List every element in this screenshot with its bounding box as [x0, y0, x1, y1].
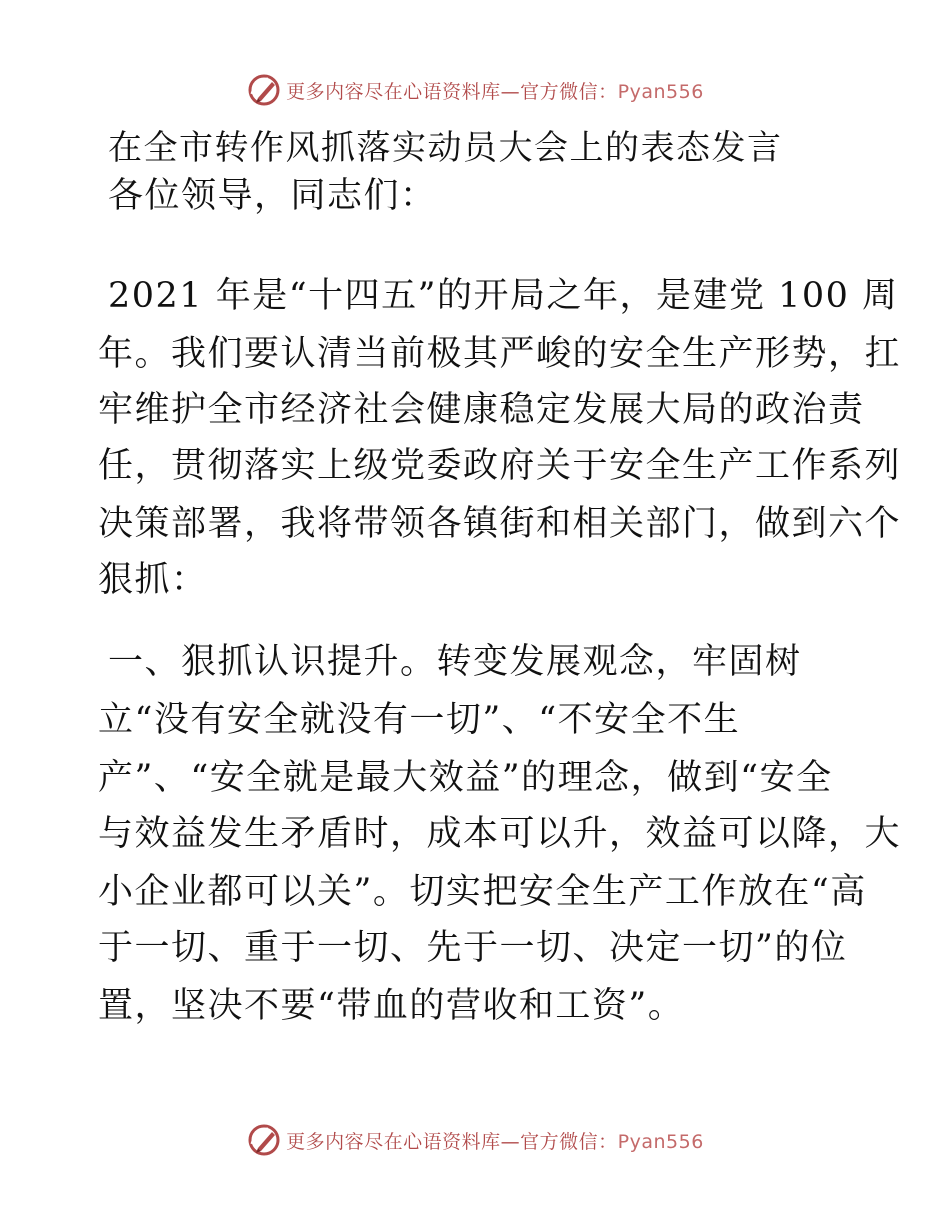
salutation: 各位领导，同志们：: [108, 176, 437, 216]
paragraph-line: 2021 年是“十四五”的开局之年，是建党 100 周: [108, 276, 899, 316]
watermark-text: [286, 77, 704, 104]
watermark-text: [286, 1127, 704, 1154]
paragraph-line: 任，贯彻落实上级党委政府关于安全生产工作系列: [98, 446, 902, 486]
paragraph-line: 一、狠抓认识提升。转变发展观念，牢固树: [108, 642, 802, 682]
paragraph-line: 小企业都可以关”。切实把安全生产工作放在“高: [98, 872, 867, 912]
document-title: 在全市转作风抓落实动员大会上的表态发言: [108, 128, 783, 168]
paragraph-line: 决策部署，我将带领各镇街和相关部门，做到六个: [98, 504, 902, 544]
watermark-handle: Pyan556: [617, 80, 704, 103]
paragraph-line: 年。我们要认清当前极其严峻的安全生产形势，扛: [98, 334, 902, 374]
watermark-label: 更多内容尽在心语资料库—官方微信：: [286, 80, 618, 103]
pen-in-circle-logo: [246, 1122, 282, 1158]
pen-in-circle-logo: [246, 72, 282, 108]
paragraph-line: 于一切、重于一切、先于一切、决定一切”的位: [98, 928, 848, 968]
paragraph-line: 立“没有安全就没有一切”、“不安全不生: [98, 700, 741, 740]
footer-watermark: [0, 1120, 950, 1160]
header-watermark: [0, 70, 950, 110]
paragraph-line: 与效益发生矛盾时，成本可以升，效益可以降，大: [98, 814, 902, 854]
paragraph-line: 牢维护全市经济社会健康稳定发展大局的政治责: [98, 390, 865, 430]
paragraph-line: 置，坚决不要“带血的营收和工资”。: [98, 986, 685, 1026]
watermark-handle: Pyan556: [617, 1130, 704, 1153]
paragraph-line: 产”、“安全就是最大效益”的理念，做到“安全: [98, 758, 833, 798]
paragraph-line: 狠抓：: [98, 560, 208, 600]
watermark-label: 更多内容尽在心语资料库—官方微信：: [286, 1130, 618, 1153]
